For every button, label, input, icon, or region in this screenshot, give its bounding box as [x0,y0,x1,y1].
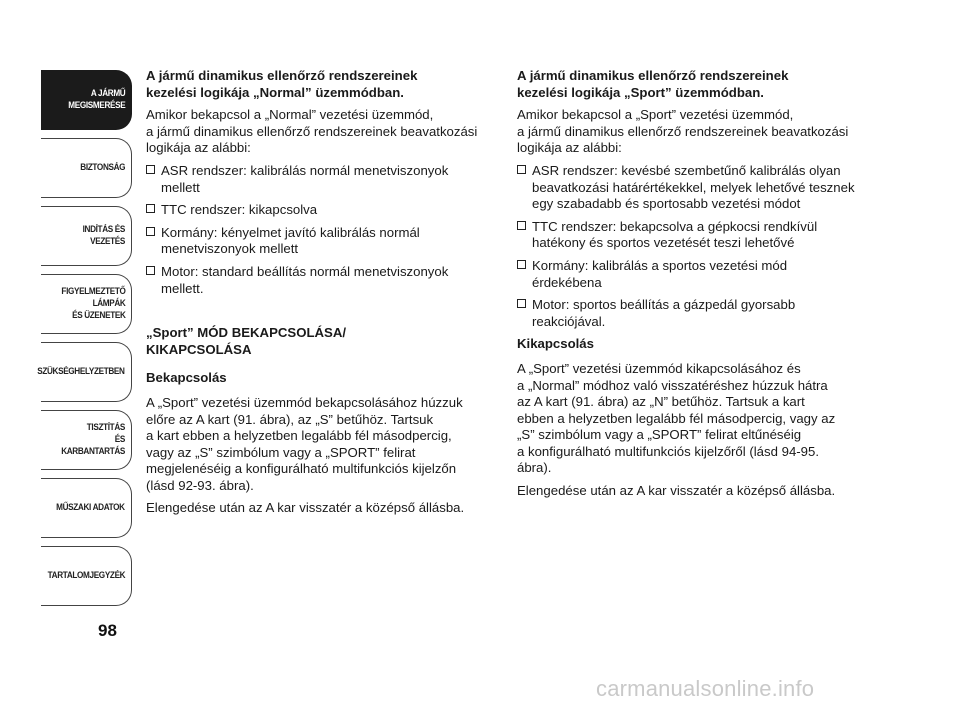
list-item-text: ASR rendszer: kalibrálás normál menetviszonyok mellett [161,162,449,195]
tab-vehicle-overview[interactable] [41,70,132,130]
tab-label: SZÜKSÉGHELYZETBEN [37,366,125,377]
section-heading-sport: A jármű dinamikus ellenőrző rendszereinek kezelési logikája „Sport” üzemmódban. [517,68,789,100]
page-number: 98 [98,621,117,640]
list-item [146,202,496,219]
list-item [517,258,887,291]
list-item [146,163,496,196]
tab-emergency[interactable] [37,342,132,402]
tab-label: TARTALOMJEGYZÉK [47,570,125,581]
tab-starting-driving[interactable] [41,206,132,266]
tab-index[interactable] [41,546,132,606]
chapter-tabs [37,70,132,614]
list-item [517,163,887,213]
checkbox-bullet-icon [517,299,526,308]
intro-text: Amikor bekapcsol a „Sport” vezetési üzemmód, a jármű dinamikus ellenőrző rendszereinek beavatkozási logikája az alábbi: [517,107,849,156]
list-item [517,219,887,252]
list-item [146,225,496,258]
checkbox-bullet-icon [146,227,155,236]
watermark: carmanualsonline.info [596,676,815,701]
tab-label: FIGYELMEZTETŐ LÁMPÁK ÉS ÜZENETEK [60,286,125,321]
tab-safety[interactable] [41,138,132,198]
paragraph: A „Sport” vezetési üzemmód bekapcsolásához húzzuk előre az A kart (91. ábra), az „S” betűhöz. Tartsuk a kart ebben a helyzetben legalább fél másodpercig, vagy az „S” szimbólum vagy a „SPORT” felirat megjelenéséig a konfigurálható multifunkciós kijelzőn (lásd 92-93. ábra). [146,394,463,493]
subheading-deactivation: Kikapcsolás [517,336,594,352]
list-item-text: ASR rendszer: kevésbé szembetűnő kalibrálás olyan beavatkozási határértékekkel, melyek lehetővé tesznek egy szabadabb és sportosabb vezetési módot [532,162,855,212]
intro-text: Amikor bekapcsol a „Normal” vezetési üzemmód, a jármű dinamikus ellenőrző rendszereinek beavatkozási logikája az alábbi: [146,107,478,156]
list-item [517,297,887,330]
tab-warning-lights[interactable] [41,274,132,334]
checkbox-bullet-icon [146,266,155,275]
tab-label: INDÍTÁS ÉS VEZETÉS [82,224,125,247]
list-item-text: Motor: standard beállítás normál menetviszonyok mellett. [161,263,449,296]
right-column [517,68,887,506]
tab-label: BIZTONSÁG [80,162,125,173]
tab-label: A JÁRMŰ MEGISMERÉSE [67,88,125,111]
tab-technical-data[interactable] [41,478,132,538]
paragraph: A „Sport” vezetési üzemmód kikapcsolásához és a „Normal” módhoz való visszatéréshez húzzuk hátra az A kart (91. ábra) az „N” betűhöz. Tartsuk a kart ebben a helyzetben legalább fél másodpercig, vagy az „S” szimbólum vagy a „SPORT” felirat eltűnéséig a konfigurálható multifunkciós kijelzőről (lásd 94-95. ábra). [517,360,836,476]
paragraph: Elengedése után az A kar visszatér a középső állásba. [517,483,836,499]
checkbox-bullet-icon [517,165,526,174]
subheading-activation: Bekapcsolás [146,370,227,386]
list-item-text: TTC rendszer: bekapcsolva a gépkocsi rendkívül hatékony és sportos vezetését teszi lehetővé [532,218,818,251]
checkbox-bullet-icon [517,260,526,269]
list-item-text: Motor: sportos beállítás a gázpedál gyorsabb reakciójával. [532,297,796,329]
section-heading-sport-mode: „Sport” MÓD BEKAPCSOLÁSA/ KIKAPCSOLÁSA [146,325,347,357]
section-heading-normal: A jármű dinamikus ellenőrző rendszereinek kezelési logikája „Normal” üzemmódban. [146,68,418,100]
checkbox-bullet-icon [146,165,155,174]
tab-label: TISZTÍTÁS ÉS KARBANTARTÁS [61,422,125,457]
list-item-text: Kormány: kalibrálás a sportos vezetési mód érdekébena [532,257,788,290]
checkbox-bullet-icon [146,204,155,213]
left-column [146,68,496,523]
list-item [146,264,496,297]
list-item-text: TTC rendszer: kikapcsolva [161,202,318,218]
tab-label: MŰSZAKI ADATOK [56,502,125,513]
list-item-text: Kormány: kényelmet javító kalibrálás normál menetviszonyok mellett [161,224,420,257]
tab-maintenance[interactable] [41,410,132,470]
checkbox-bullet-icon [517,221,526,230]
paragraph: Elengedése után az A kar visszatér a középső állásba. [146,500,465,516]
